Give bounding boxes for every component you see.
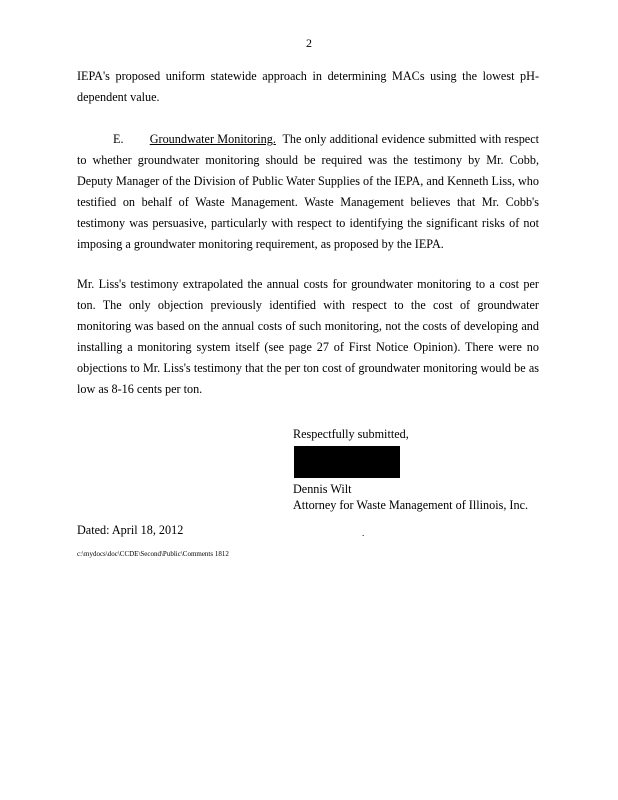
signatory-title: Attorney for Waste Management of Illinois, Inc. <box>293 498 529 512</box>
signature-closing: Respectfully submitted, <box>293 427 409 441</box>
date-line: Dated: April 18, 2012 <box>77 523 184 537</box>
paragraph-2-body: The only additional evidence submitted with respect to whether groundwater monitoring should be required was the testimony by Mr. Cobb, Deputy Manager of the Division of Public Water Supplies of the IEPA, and Kenneth Liss, who testified on behalf of Waste Management. Waste Management believes that Mr. Cobb's testimony was persuasive, particularly with respect to identifying the significant risks of not imposing a groundwater monitoring requirement, as proposed by the IEPA. <box>77 132 540 251</box>
stray-mark: . <box>362 528 365 538</box>
signatory-name: Dennis Wilt <box>293 482 352 496</box>
page-number: 2 <box>306 36 312 50</box>
section-heading: Groundwater Monitoring. <box>149 132 276 146</box>
redacted-signature <box>294 446 400 478</box>
paragraph-2 <box>77 129 539 255</box>
paragraph-3: Mr. Liss's testimony extrapolated the annual costs for groundwater monitoring to a cost per ton. The only objection previously identified with respect to the cost of groundwater monitoring was based on the annual costs of such monitoring, not the costs of developing and installing a monitoring system itself (see page 27 of First Notice Opinion). There were no objections to Mr. Liss's testimony that the per ton cost of groundwater monitoring would be as low as 8-16 cents per ton. <box>77 277 539 396</box>
paragraph-1: IEPA's proposed uniform statewide approach in determining MACs using the lowest pH-dependent value. <box>77 69 539 104</box>
file-path-footer: c:\mydocs\doc\CCDE\Second\Public\Comments 1812 <box>77 550 229 558</box>
section-letter: E. <box>113 132 124 146</box>
